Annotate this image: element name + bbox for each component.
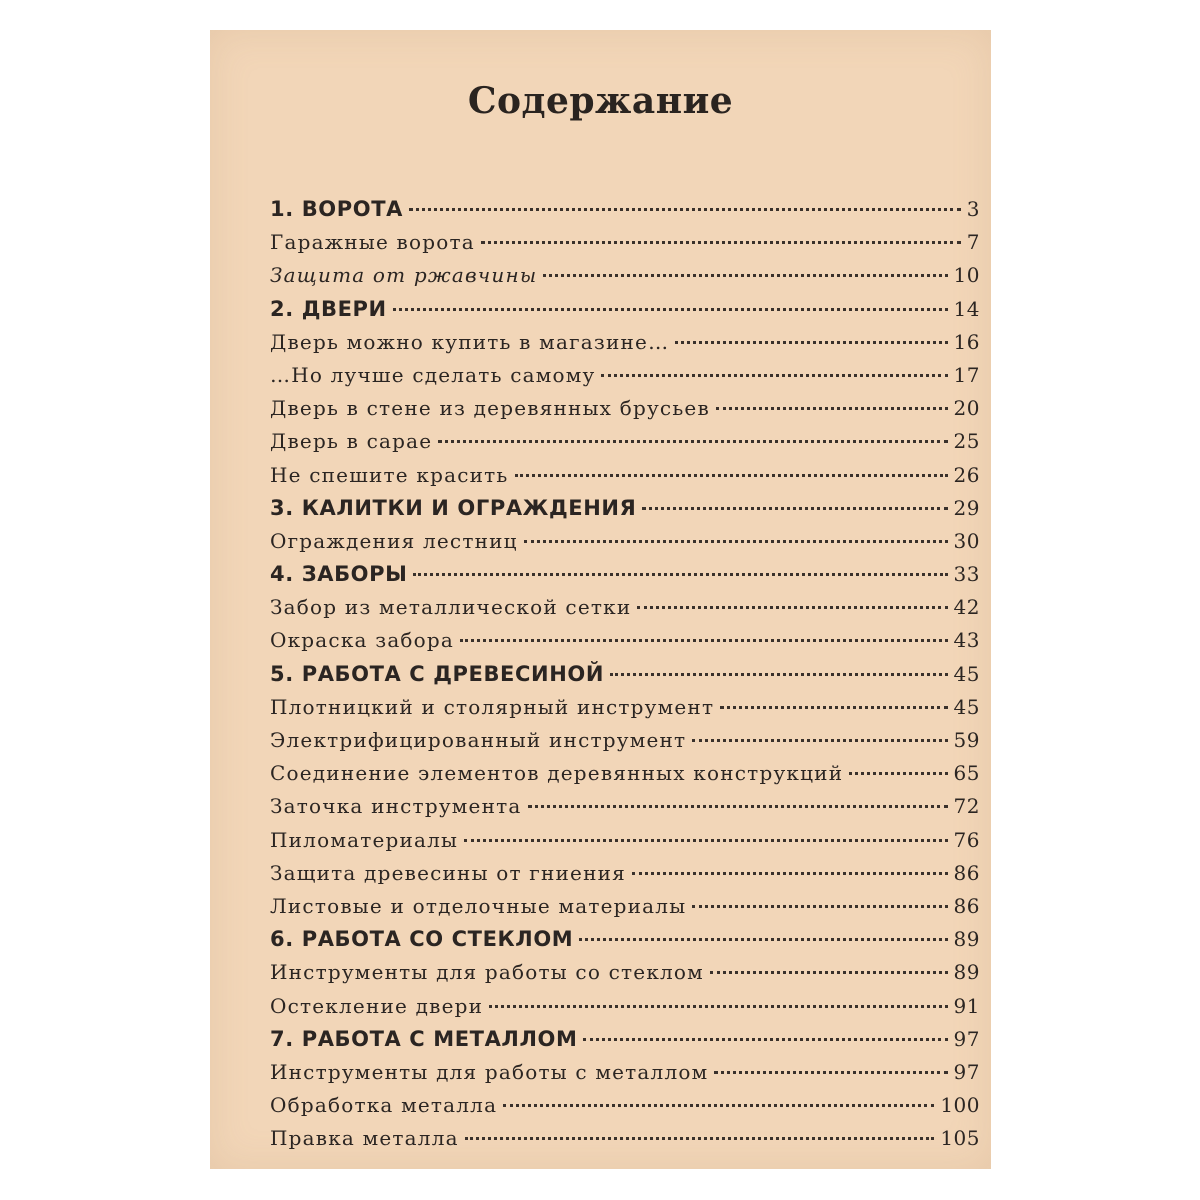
toc-entry-title: Окраска забора — [270, 628, 455, 653]
toc-entry-title: Забор из металлической сетки — [270, 595, 632, 620]
toc-entry-title: Заточка инструмента — [270, 794, 522, 819]
toc-entry-title: Дверь в сарае — [270, 429, 433, 454]
toc-section-entry — [270, 794, 980, 827]
toc-entry-title: Плотницкий и столярный инструмент — [270, 694, 715, 719]
toc-section-entry — [270, 429, 980, 462]
dot-leader — [714, 1071, 947, 1074]
dot-leader — [601, 374, 947, 377]
toc-page-number: 14 — [953, 296, 980, 321]
toc-page-number: 105 — [940, 1126, 980, 1151]
toc-chapter-entry — [270, 662, 980, 695]
toc-chapter-entry — [270, 297, 980, 330]
toc-chapter-entry — [270, 562, 980, 595]
toc-entry-title: Дверь можно купить в магазине… — [270, 329, 670, 354]
toc-entry-title: Остекление двери — [270, 993, 484, 1018]
toc-entry-title: 2. ДВЕРИ — [270, 296, 387, 321]
toc-section-entry — [270, 761, 980, 794]
book-page — [210, 30, 991, 1169]
dot-leader — [438, 440, 947, 443]
toc-section-entry — [270, 230, 980, 263]
dot-leader — [464, 839, 947, 842]
dot-leader — [393, 308, 948, 311]
toc-section-entry — [270, 828, 980, 861]
toc-entry-title: Соединение элементов деревянных конструкций — [270, 761, 844, 786]
toc-entry-title: Листовые и отделочные материалы — [270, 893, 687, 918]
toc-entry-title: Пиломатериалы — [270, 827, 459, 852]
toc-section-entry — [270, 695, 980, 728]
dot-leader — [642, 507, 947, 510]
dot-leader — [692, 905, 947, 908]
dot-leader — [720, 706, 947, 709]
toc-page-number: 3 — [966, 197, 980, 221]
toc-page-number: 89 — [953, 927, 980, 952]
toc-section-entry — [270, 994, 980, 1027]
toc-page-number: 100 — [940, 1093, 980, 1118]
toc-section-entry — [270, 529, 980, 562]
toc-page-number: 7 — [966, 230, 980, 255]
toc-entry-title: Защита от ржавчины — [270, 263, 538, 288]
toc-page-number: 17 — [953, 362, 980, 387]
toc-entry-title: Дверь в стене из деревянных брусьев — [270, 396, 710, 421]
toc-page-number: 30 — [953, 528, 980, 553]
dot-leader — [692, 739, 947, 742]
toc-page-number: 76 — [953, 827, 980, 852]
toc-page-number: 86 — [953, 860, 980, 885]
toc-entry-title: Не спешите красить — [270, 462, 509, 487]
toc-page-number: 29 — [953, 495, 980, 520]
toc-entry-title: Инструменты для работы со стеклом — [270, 960, 704, 985]
toc-page-number: 65 — [953, 761, 980, 786]
toc-section-entry — [270, 463, 980, 496]
toc-section-entry — [270, 960, 980, 993]
dot-leader — [528, 805, 948, 808]
dot-leader — [716, 407, 948, 410]
dot-leader — [503, 1104, 934, 1107]
toc-page-number: 86 — [953, 893, 980, 918]
toc-page-number: 45 — [953, 661, 980, 686]
toc-section-entry — [270, 263, 980, 296]
toc-page-number: 97 — [953, 1026, 980, 1051]
table-of-contents — [270, 197, 980, 1159]
dot-leader — [849, 772, 947, 775]
toc-entry-title: Электрифицированный инструмент — [270, 728, 687, 752]
toc-chapter-entry — [270, 1027, 980, 1060]
dot-leader — [610, 673, 948, 676]
toc-section-entry — [270, 1060, 980, 1093]
dot-leader — [409, 208, 961, 211]
toc-section-entry — [270, 628, 980, 661]
dot-leader — [543, 274, 947, 277]
dot-leader — [489, 1005, 947, 1008]
toc-page-number: 25 — [953, 429, 980, 454]
toc-page-number: 91 — [953, 993, 980, 1018]
toc-section-entry — [270, 396, 980, 429]
toc-section-entry — [270, 1126, 980, 1159]
dot-leader — [465, 1137, 935, 1140]
dot-leader — [515, 474, 948, 477]
toc-entry-title: Инструменты для работы с металлом — [270, 1059, 709, 1084]
toc-entry-title: 5. РАБОТА С ДРЕВЕСИНОЙ — [270, 661, 604, 686]
dot-leader — [481, 241, 961, 244]
toc-chapter-entry — [270, 197, 980, 230]
toc-section-entry — [270, 894, 980, 927]
toc-entry-title: 4. ЗАБОРЫ — [270, 562, 408, 587]
dot-leader — [675, 341, 947, 344]
toc-page-number: 16 — [953, 329, 980, 354]
toc-entry-title: 7. РАБОТА С МЕТАЛЛОМ — [270, 1026, 578, 1051]
toc-section-entry — [270, 728, 980, 761]
toc-page-number: 33 — [953, 562, 980, 587]
toc-section-entry — [270, 330, 980, 363]
toc-page-number: 72 — [953, 794, 980, 819]
dot-leader — [524, 540, 948, 543]
toc-chapter-entry — [270, 496, 980, 529]
toc-page-number: 97 — [953, 1059, 980, 1084]
toc-chapter-entry — [270, 927, 980, 960]
toc-page-number: 42 — [953, 595, 980, 620]
page-title: Содержание — [467, 80, 734, 122]
toc-section-entry — [270, 1093, 980, 1126]
toc-entry-title: Гаражные ворота — [270, 230, 475, 255]
toc-page-number: 26 — [953, 462, 980, 487]
toc-page-number: 10 — [953, 263, 980, 288]
toc-page-number: 43 — [953, 628, 980, 653]
toc-entry-title: 1. ВОРОТА — [270, 197, 403, 221]
toc-page-number: 59 — [953, 728, 980, 752]
toc-page-number: 45 — [953, 694, 980, 719]
dot-leader — [632, 872, 948, 875]
dot-leader — [637, 606, 947, 609]
dot-leader — [413, 573, 947, 576]
toc-entry-title: Защита древесины от гниения — [270, 860, 626, 885]
toc-page-number: 20 — [953, 396, 980, 421]
toc-entry-title: Ограждения лестниц — [270, 528, 518, 553]
toc-entry-title: 6. РАБОТА СО СТЕКЛОМ — [270, 927, 574, 952]
dot-leader — [583, 1038, 947, 1041]
toc-section-entry — [270, 595, 980, 628]
toc-page-number: 89 — [953, 960, 980, 985]
toc-section-entry — [270, 861, 980, 894]
dot-leader — [710, 971, 948, 974]
toc-entry-title: Правка металла — [270, 1126, 459, 1151]
toc-entry-title: …Но лучше сделать самому — [270, 362, 596, 387]
toc-section-entry — [270, 363, 980, 396]
dot-leader — [579, 938, 947, 941]
toc-entry-title: Обработка металла — [270, 1093, 498, 1118]
dot-leader — [460, 639, 948, 642]
toc-entry-title: 3. КАЛИТКИ И ОГРАЖДЕНИЯ — [270, 495, 637, 520]
